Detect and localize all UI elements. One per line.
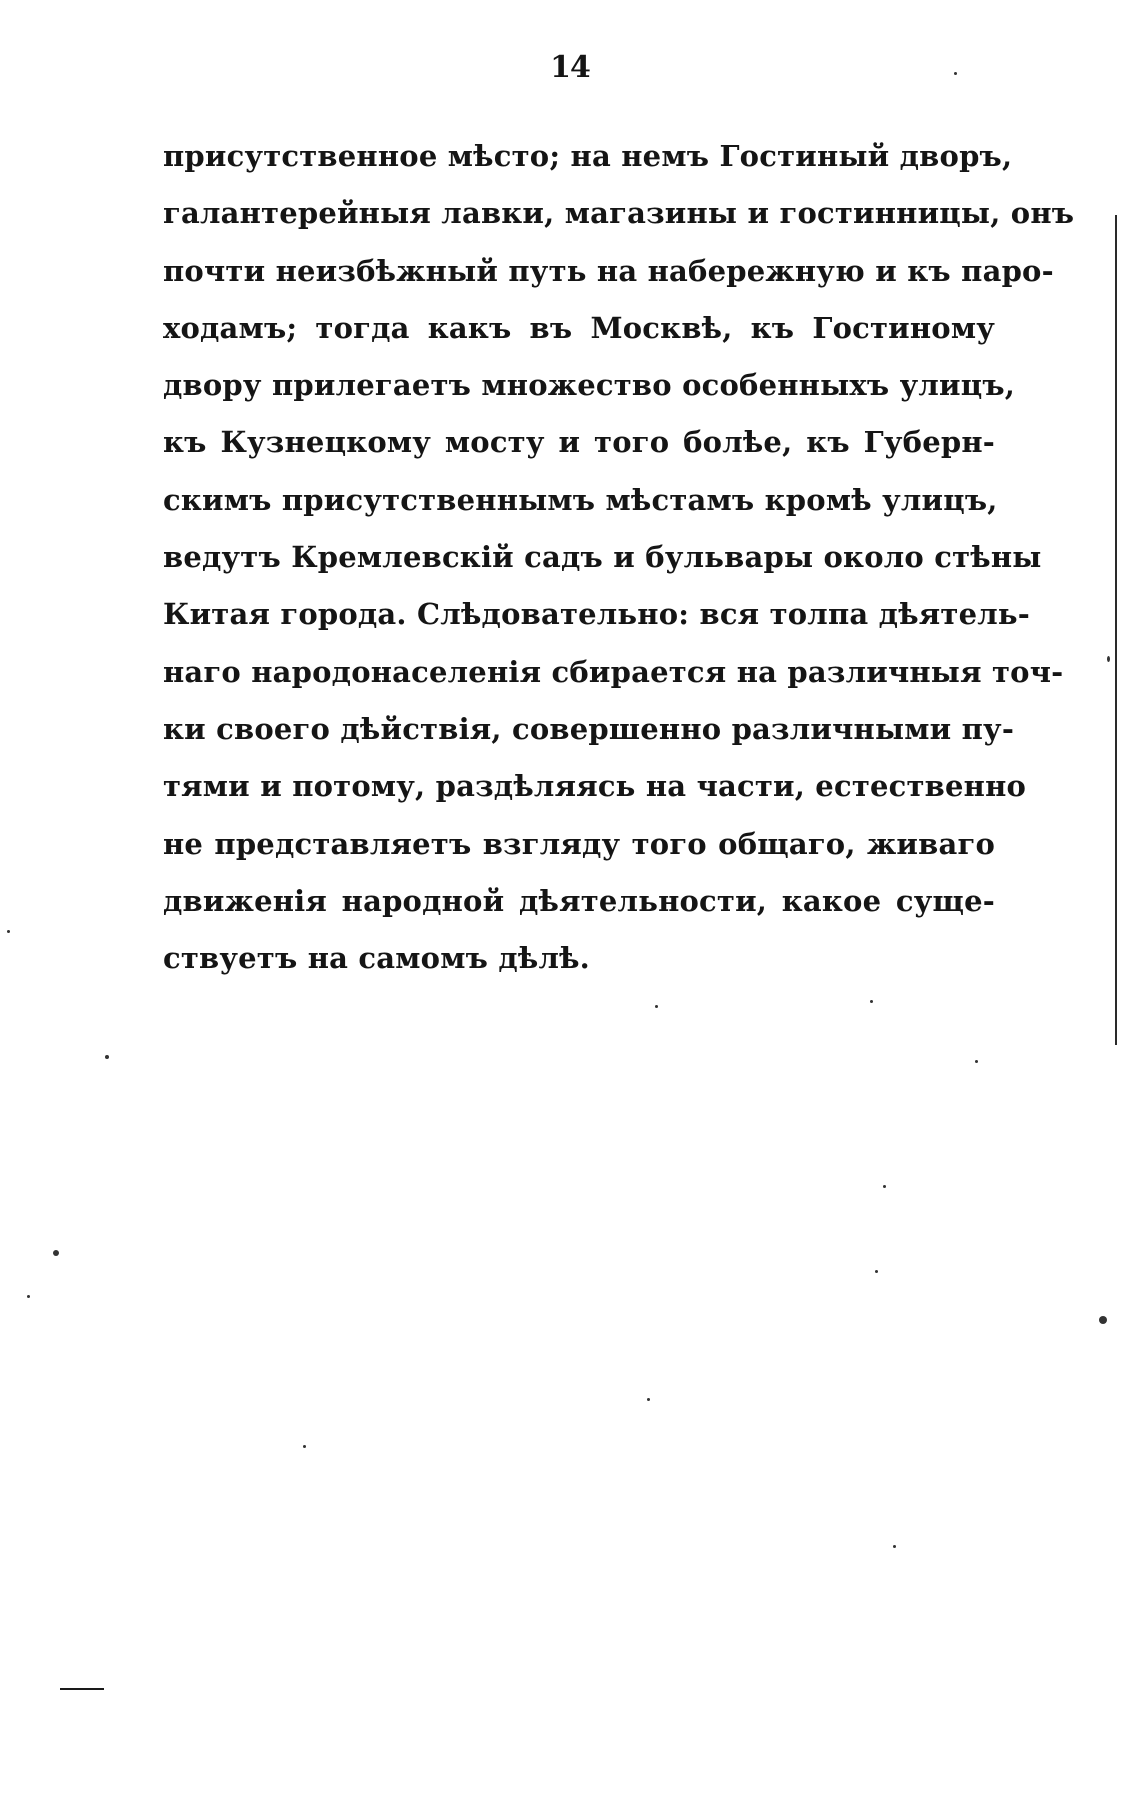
text-line: движенія народной дѣятельности, какое суще-	[163, 883, 995, 918]
text-line: ведутъ Кремлевскій садъ и бульвары около стѣны	[163, 540, 1042, 575]
scan-speck	[27, 1295, 30, 1298]
text-line: ки своего дѣйствія, совершенно различными пу-	[163, 711, 1015, 746]
scan-speck	[303, 1445, 306, 1448]
text-line: скимъ присутственнымъ мѣстамъ кромѣ улицъ,	[163, 482, 998, 517]
text-line: Китая города. Слѣдовательно: вся толпа дѣятель-	[163, 597, 1030, 632]
scan-speck	[1107, 656, 1110, 662]
text-line: тями и потому, раздѣляясь на части, естественно	[163, 769, 1027, 804]
scan-speck	[1099, 1316, 1107, 1324]
page-number: 14	[550, 50, 590, 85]
body-text	[163, 128, 1075, 987]
text-line: галантерейныя лавки, магазины и гостинницы, онъ	[163, 196, 1075, 231]
page-edge-rule	[1115, 215, 1117, 1045]
text-line: къ Кузнецкому мосту и того болѣе, къ Губерн-	[163, 425, 995, 460]
scan-speck	[954, 72, 957, 75]
scan-speck	[105, 1055, 109, 1059]
text-line: наго народонаселенія сбирается на различныя точ-	[163, 654, 1064, 689]
text-line: присутственное мѣсто; на немъ Гостиный дворъ,	[163, 139, 1013, 173]
scan-speck	[883, 1185, 886, 1188]
text-line: двору прилегаетъ множество особенныхъ улицъ,	[163, 368, 1016, 403]
scan-speck	[893, 1545, 896, 1548]
scan-speck	[870, 1000, 873, 1003]
text-line-last: ствуетъ на самомъ дѣлѣ.	[163, 941, 590, 976]
scan-speck	[7, 930, 10, 933]
scan-speck	[975, 1060, 978, 1063]
scan-speck	[53, 1250, 59, 1256]
text-line: не представляетъ взгляду того общаго, живаго	[163, 826, 995, 861]
margin-rule	[60, 1688, 104, 1690]
text-line: почти неизбѣжный путь на набережную и къ паро-	[163, 253, 1054, 288]
scan-speck	[655, 1005, 658, 1008]
scan-speck	[875, 1270, 878, 1273]
text-line: ходамъ; тогда какъ въ Москвѣ, къ Гостиному	[163, 310, 995, 345]
scan-speck	[647, 1398, 650, 1401]
